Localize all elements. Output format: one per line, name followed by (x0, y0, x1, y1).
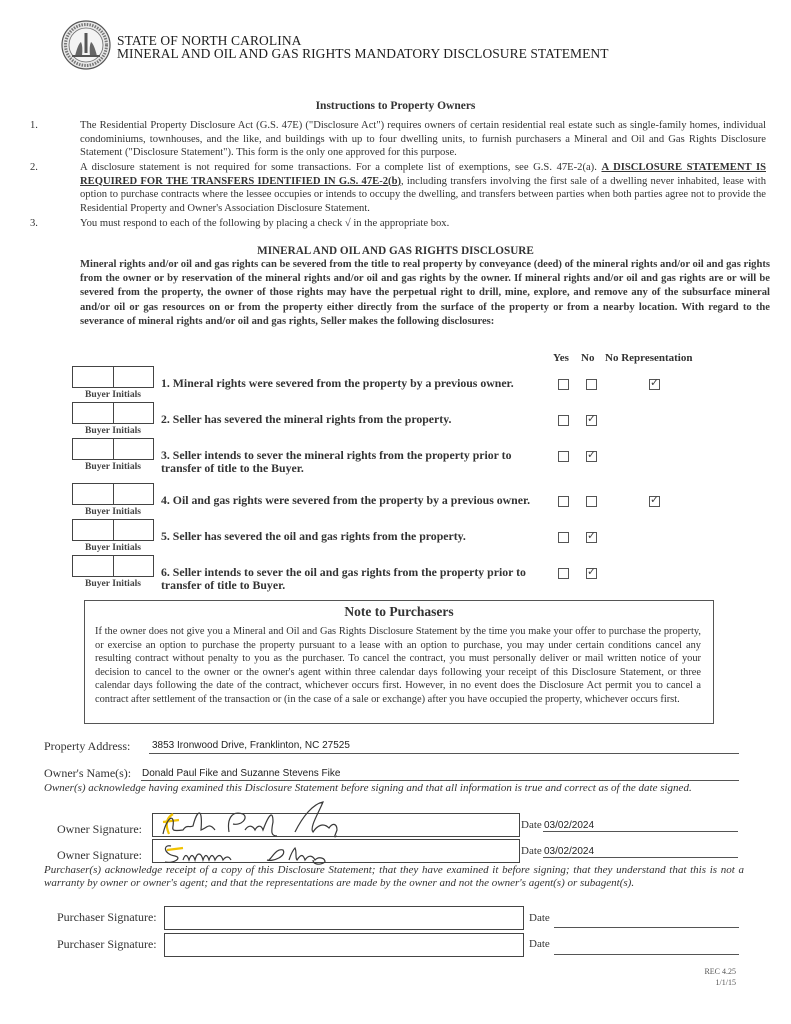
instruction-number: 3. (30, 218, 38, 229)
buyer-initials-boxes (72, 519, 154, 541)
no-checkbox[interactable] (586, 568, 597, 579)
owner-names-label: Owner's Name(s): (44, 766, 132, 780)
buyer-initials-box[interactable] (113, 403, 154, 423)
disclosure-statement: 3. Seller intends to sever the mineral rights from the property prior to transfer of title to the Buyer. (161, 448, 512, 475)
disclosure-body: Mineral rights and/or oil and gas rights can be severed from the title to real property by conveyance (deed) of the mineral rights and/or oil and gas rights from the owner or by reservation of the mineral rights and/or oil and gas rights by the owner. If mineral rights and/or oil and gas rights are or will be severed from the property, the owner of those rights may have the perpetual right to drill, mine, explore, and remove any of the subsurface mineral and/or oil or gas resources on or from the property either directly from the surface of the property or from a nearby location. With regard to the severance of mineral rights and/or oil and gas rights, Seller makes the following disclosures: (80, 259, 770, 327)
disclosure-statement: 5. Seller has severed the oil and gas rights from the property. (161, 529, 466, 543)
buyer-initials-box[interactable] (73, 520, 113, 540)
no-checkbox[interactable] (586, 496, 597, 507)
instruction-text-before: A disclosure statement is not required for some transactions. For a complete list of exemptions, see G.S. 47E-2(a). (80, 162, 602, 173)
note-title: Note to Purchasers (344, 604, 454, 619)
owner-signature-label: Owner Signature: (57, 822, 142, 836)
buyer-initials-box[interactable] (73, 367, 113, 387)
disclosure-row (72, 483, 772, 523)
yes-checkbox[interactable] (558, 568, 569, 579)
form-number: REC 4.25 (704, 967, 736, 976)
owner-signature-2-handwriting (153, 836, 521, 866)
yes-checkbox[interactable] (558, 379, 569, 390)
no-representation-checkbox[interactable] (649, 496, 660, 507)
property-address-label: Property Address: (44, 739, 131, 753)
purchaser-signature-date-field[interactable] (554, 912, 739, 928)
instruction-emphasis: A DISCLOSURE STATEMENT IS REQUIRED FOR THE TRANSFERS IDENTIFIED IN G.S. 47E-2(b) (80, 162, 766, 187)
yes-checkbox[interactable] (558, 415, 569, 426)
purchaser-signature-date-label: Date (529, 912, 550, 924)
disclosure-row (72, 402, 772, 442)
purchaser-signature-box[interactable] (164, 906, 524, 930)
yes-checkbox[interactable] (558, 532, 569, 543)
no-checkbox[interactable] (586, 451, 597, 462)
buyer-initials-box[interactable] (73, 439, 113, 459)
buyer-initials-box[interactable] (113, 367, 154, 387)
buyer-initials-box[interactable] (113, 439, 154, 459)
note-body: If the owner does not give you a Mineral and Oil and Gas Rights Disclosure Statement by the time you make your offer to purchase the property, or exercise an option to purchase the property pursuant to a lease with an option to purchase, you may under certain conditions cancel any resulting contract without penalty to you as the purchaser. To cancel the contract, you must personally deliver or mail written notice of your decision to cancel to the owner or the owner's agent within three calendar days following your receipt of this Disclosure Statement, or three calendar days following the date of the contract, whichever occurs first. However, in no event does the Disclosure Act permit you to cancel a contract after settlement of the transaction or (in the case of a sale or exchange) after you have occupied the property, whichever occurs first. (95, 626, 701, 705)
disclosure-row (72, 555, 772, 595)
no-checkbox[interactable] (586, 379, 597, 390)
buyer-initials-label: Buyer Initials (84, 389, 142, 400)
buyer-initials-box[interactable] (73, 484, 113, 504)
instruction-item (30, 119, 766, 160)
buyer-initials-label: Buyer Initials (84, 506, 142, 517)
buyer-initials-box[interactable] (113, 556, 154, 576)
buyer-initials-label: Buyer Initials (84, 425, 142, 436)
owner-signature-1-handwriting (153, 800, 521, 840)
owner-signature-label: Owner Signature: (57, 848, 142, 862)
no-checkbox[interactable] (586, 532, 597, 543)
form-revision-date: 1/1/15 (715, 978, 736, 987)
disclosure-statement: 2. Seller has severed the mineral rights from the property. (161, 412, 452, 426)
no-checkbox[interactable] (586, 415, 597, 426)
disclosure-row (72, 366, 772, 406)
instruction-number: 1. (30, 120, 38, 131)
buyer-initials-label: Buyer Initials (84, 578, 142, 589)
owner-signature-date-label: Date (521, 819, 542, 831)
owner-signature-box[interactable] (152, 839, 520, 863)
purchaser-signature-label: Purchaser Signature: (57, 910, 157, 924)
yes-checkbox[interactable] (558, 496, 569, 507)
owner-names-value: Donald Paul Fike and Suzanne Stevens Fike (142, 768, 341, 779)
document-title: MINERAL AND OIL AND GAS RIGHTS MANDATORY DISCLOSURE STATEMENT (117, 46, 609, 61)
instruction-text: The Residential Property Disclosure Act (G.S. 47E) ("Disclosure Act") requires owners of certain residential real estate such as single-family homes, individual condominiums, townhouses, and the like, and buildings with up to four dwelling units, to furnish purchasers a Mineral and Oil and Gas Rights Disclosure Statement ("Disclosure Statement"). This form is the only one approved for this purpose. (80, 120, 766, 158)
no-representation-checkbox[interactable] (649, 379, 660, 390)
buyer-initials-boxes (72, 483, 154, 505)
buyer-initials-label: Buyer Initials (84, 461, 142, 472)
buyer-initials-boxes (72, 402, 154, 424)
column-header-yes: Yes (553, 352, 569, 364)
purchaser-signature-box[interactable] (164, 933, 524, 957)
form-code (660, 966, 736, 988)
disclosure-heading: MINERAL AND OIL AND GAS RIGHTS DISCLOSURE (257, 245, 534, 257)
buyer-initials-boxes (72, 366, 154, 388)
buyer-initials-box[interactable] (113, 520, 154, 540)
owner-signature-date-label: Date (521, 845, 542, 857)
property-address-value: 3853 Ironwood Drive, Franklinton, NC 27525 (152, 740, 350, 751)
instruction-item (30, 217, 766, 231)
owner-signature-box[interactable] (152, 813, 520, 837)
column-header-no-representation: No Representation (605, 352, 693, 364)
buyer-initials-box[interactable] (73, 556, 113, 576)
buyer-initials-label: Buyer Initials (84, 542, 142, 553)
instruction-text-after: , including transfers involving the first sale of a dwelling never inhabited, lease with option to purchase contracts where the lessee occupies or intends to occupy the dwelling, and transfers between parties when both parties agree not to provide the Residential Property and Owner's Association Disclosure Statement. (80, 175, 766, 214)
disclosure-statement: 1. Mineral rights were severed from the property by a previous owner. (161, 376, 514, 390)
note-to-purchasers-box (84, 600, 714, 724)
disclosure-statement: 4. Oil and gas rights were severed from the property by a previous owner. (161, 493, 531, 507)
buyer-initials-box[interactable] (73, 403, 113, 423)
nc-state-seal-icon (61, 20, 111, 70)
instruction-number: 2. (30, 162, 38, 173)
buyer-initials-boxes (72, 555, 154, 577)
purchaser-acknowledgement: Purchaser(s) acknowledge receipt of a copy of this Disclosure Statement; that they have examined it before signing; that they understand that this is not a warranty by owner or owner's agent; and that the representations are made by the owner and not the owner's agent(s) or subagent(s). (44, 864, 744, 889)
document-title-state: STATE OF NORTH CAROLINA (117, 33, 302, 48)
buyer-initials-box[interactable] (113, 484, 154, 504)
purchaser-signature-label: Purchaser Signature: (57, 937, 157, 951)
owner-signature-date-value: 03/02/2024 (544, 820, 595, 831)
column-header-no: No (581, 352, 595, 364)
purchaser-signature-date-field[interactable] (554, 939, 739, 955)
yes-checkbox[interactable] (558, 451, 569, 462)
owner-acknowledgement: Owner(s) acknowledge having examined this Disclosure Statement before signing and that all information is true and correct as of the date signed. (44, 782, 692, 794)
buyer-initials-boxes (72, 438, 154, 460)
instruction-item (30, 161, 766, 215)
instruction-text (80, 161, 766, 215)
disclosure-row (72, 438, 772, 478)
instructions-heading: Instructions to Property Owners (315, 100, 476, 112)
disclosure-statement: 6. Seller intends to sever the oil and gas rights from the property prior to transfer of title to Buyer. (161, 565, 526, 592)
purchaser-signature-date-label: Date (529, 938, 550, 950)
disclosure-row (72, 519, 772, 559)
instruction-text: You must respond to each of the following by placing a check √ in the appropriate box. (80, 218, 450, 229)
owner-signature-date-value: 03/02/2024 (544, 846, 595, 857)
